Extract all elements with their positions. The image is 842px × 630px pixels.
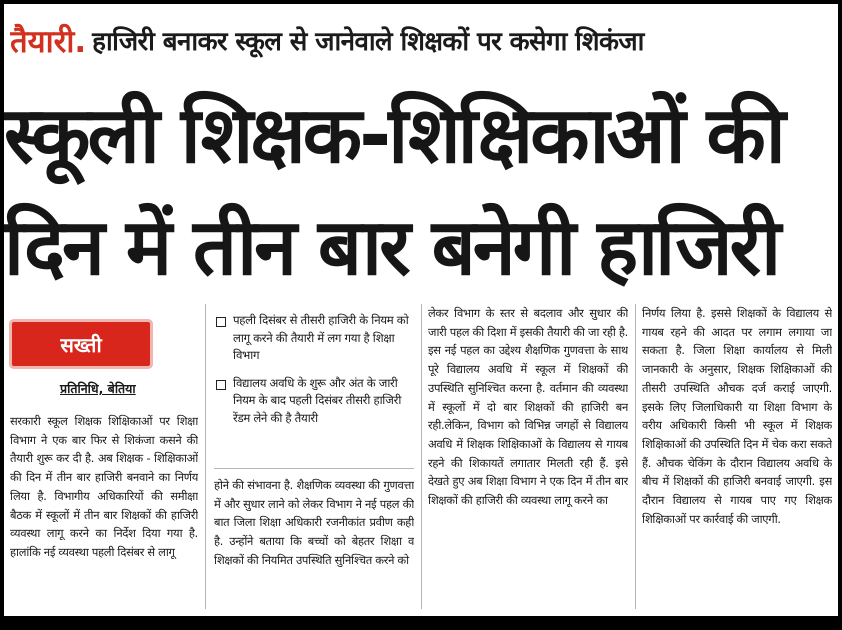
article-column-3: [428, 304, 628, 616]
headline-line-2: दिन में तीन बार बनेगी हाजिरी: [4, 203, 779, 293]
column-divider: [421, 304, 422, 609]
headline: [4, 80, 838, 304]
highlights-rule: [214, 468, 414, 469]
column-2-text: होने की संभावना है. शैक्षणिक व्यवस्था की गुणवत्ता में और सुधार लाने को लेकर विभाग ने नई पहल की बात जिला शिक्षा अधिकारी रजनीकांत प्रवीण कही है. उन्होंने बताया कि बच्चों को बेहतर शिक्षा व शिक्षकों की नियमित उपस्थिति सुनिश्चित करने को: [214, 478, 414, 567]
kicker-text: हाजिरी बनाकर स्कूल से जानेवाले शिक्षकों पर कसेगा शिकंजा: [92, 27, 644, 57]
article-column-2: [214, 476, 414, 616]
highlight-item: [214, 312, 414, 365]
byline: प्रतिनिधि, बेतिया: [60, 381, 136, 396]
kicker-tag: तैयारी: [10, 24, 75, 60]
column-divider: [635, 304, 636, 609]
column-1-text: सरकारी स्कूल शिक्षक शिक्षिकाओं पर शिक्षा विभाग ने एक बार फिर से शिकंजा कसने की तैयारी शुरू कर दी है. अब शिक्षक - शिक्षिकाओं की दिन में तीन बार हाजिरी बनवाने का निर्णय लिया है. विभागीय अधिकारियों की समीक्षा बैठक में स्कूलों में तीन बार शिक्षकों की हाजिरी व्यवस्था लागू करने का निर्देश दिया गया है. हालांकि नई व्यवस्था पहली दिसंबर से लागू: [10, 414, 198, 559]
highlight-text: पहली दिसंबर से तीसरी हाजिरी के नियम को लागू करने की तैयारी में लग गया है शिक्षा विभाग: [233, 313, 409, 362]
headline-line-1: स्कूली शिक्षक-शिक्षिकाओं की: [4, 91, 783, 181]
kicker-separator: .: [74, 24, 87, 60]
section-badge: [12, 322, 150, 366]
article-column-4: [642, 304, 832, 616]
highlight-text: विद्यालय अवधि के शुरू और अंत के जारी नियम के बाद पहली दिसंबर तीसरी हाजिरी रेंडम लेने की है तैयारी: [233, 375, 402, 425]
column-3-text: लेकर विभाग के स्तर से बदलाव और सुधार की जारी पहल की दिशा में इसकी तैयारी की जा रही है. इस नई पहल का उद्देश्य शैक्षणिक गुणवत्ता के साथ पूरे विद्यालय अवधि में स्कूल में शिक्षकों की उपस्थिति सुनिश्चित करना है. वर्तमान की व्यवस्था में स्कूलों में दो बार शिक्षकों की हाजिरी बन रही.लेकिन, विभाग को विभिन्न जगहों से विद्यालय अवधि में शिक्षक शिक्षिकाओं के विद्यालय से गायब रहने की शिकायतें लगातार मिलती रही हैं. इसे देखते हुए अब शिक्षा विभाग ने एक दिन में तीन बार शिक्षकों की हाजिरी की व्यवस्था लागू करने का: [428, 306, 628, 508]
column-divider: [205, 304, 206, 609]
article-column-1: [10, 412, 198, 616]
newspaper-clipping: [4, 4, 838, 616]
highlights-list: [214, 312, 414, 437]
kicker-line: [10, 18, 832, 62]
section-badge-label: सख्ती: [60, 332, 102, 357]
square-bullet-icon: [216, 380, 226, 390]
column-4-text: निर्णय लिया है. इससे शिक्षकों के विद्यालय से गायब रहने की आदत पर लगाम लगाया जा सकता है. जिला शिक्षा कार्यालय से मिली जानकारी के अनुसार, शिक्षक शिक्षिकाओं की तीसरी उपस्थिति औचक दर्ज कराई जाएगी. इसके लिए जिलाधिकारी या शिक्षा विभाग के वरीय अधिकारी किसी भी स्कूल में शिक्षक शिक्षिकाओं की उपस्थिति दिन में चेक करा सकते हैं. औचक चेकिंग के दौरान विद्यालय अवधि के बीच में शिक्षकों की हाजिरी बनवाई जाएगी. इस दौरान विद्यालय से गायब पाए गए शिक्षक शिक्षिकाओं पर कार्रवाई की जाएगी.: [642, 306, 832, 526]
highlight-item: [214, 375, 414, 428]
square-bullet-icon: [216, 317, 226, 327]
